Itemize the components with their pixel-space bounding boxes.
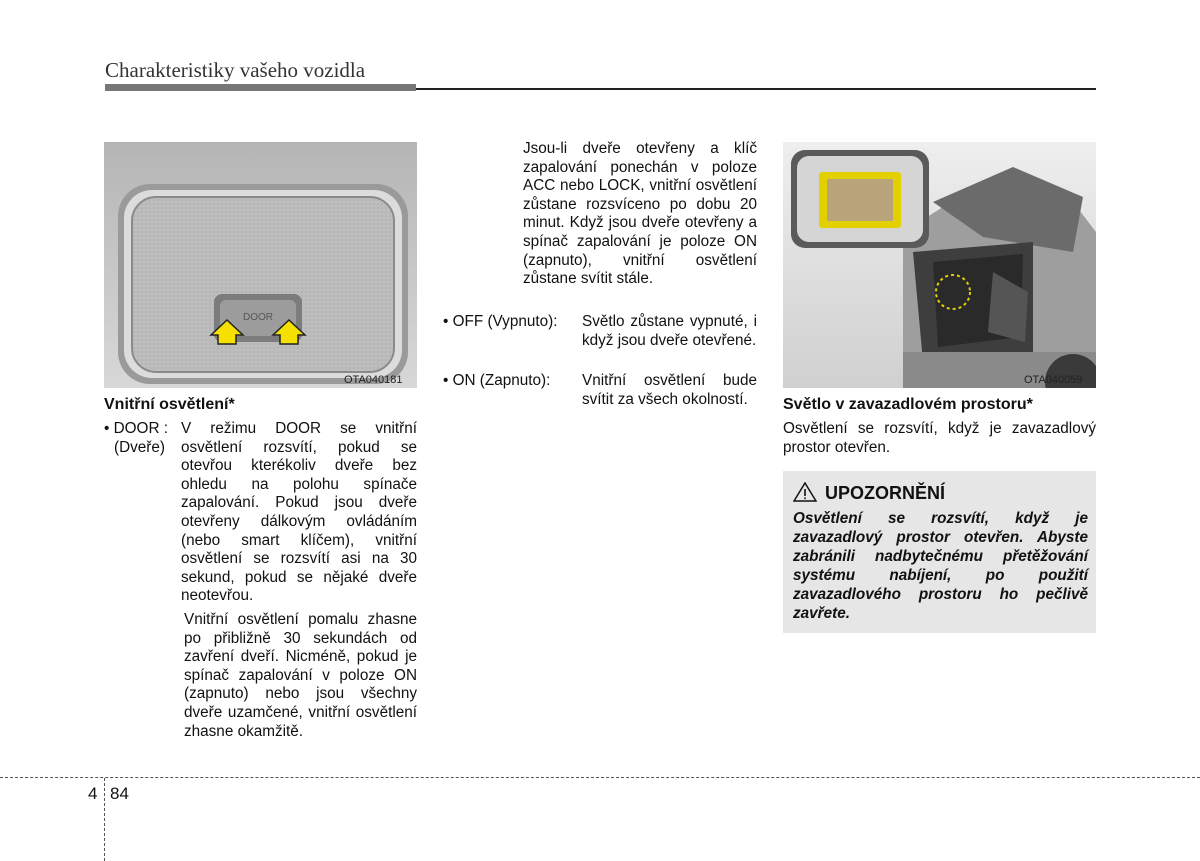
door-mode-text-2: Vnitřní osvětlení pomalu zhasne po přibližně 30 sekundách od zavření dveří. Nicméně, pokud je spínač zapalování v poloze ON (zapnuto) nebo jsou všechny dveře uzamčené, vnitřní osvětlení zhasne okamžitě. xyxy=(184,611,417,740)
warning-title: UPOZORNĚNÍ xyxy=(825,483,946,503)
off-mode-label: • OFF (Vypnuto): xyxy=(443,313,558,330)
page-header-title: Charakteristiky vašeho vozidla xyxy=(105,58,366,82)
door-mode-label: • DOOR : xyxy=(104,420,168,437)
off-mode-text: Světlo zůstane vypnuté, i když jsou dveře otevřené. xyxy=(582,313,757,349)
chapter-number: 4 xyxy=(88,784,98,803)
warning-icon xyxy=(793,482,817,507)
warning-box xyxy=(783,471,1096,633)
warning-text: Osvětlení se rozsvítí, když je zavazadlový prostor otevřen. Abyste zabránili nadbytečnému přetěžování systému nabíjení, po použití zavazadlového prostoru ho pečlivě zavřete. xyxy=(793,510,1088,622)
section-heading-luggage-light: Světlo v zavazadlovém prostoru* xyxy=(783,396,1033,413)
header-rule-thick xyxy=(105,84,416,91)
figure-code-right: OTA040059 xyxy=(1024,374,1083,386)
door-mode-text: V režimu DOOR se vnitřní osvětlení rozsvítí, pokud se otevřou kterékoliv dveře bez ohledu na polohu spínače zapalování. Pokud jsou dveře otevřeny dálkovým ovládáním (nebo smart klíčem), vnitřní osvětlení se rozsvítí asi na 30 sekund, pokud se nějaké dveře neotevřou. xyxy=(181,420,417,605)
footer-dashed-rule xyxy=(0,777,1200,778)
section-heading-interior-light: Vnitřní osvětlení* xyxy=(104,396,235,413)
door-open-key-text: Jsou-li dveře otevřeny a klíč zapalování ponechán v poloze ACC nebo LOCK, vnitřní osvětlení zůstane rozsvíceno po dobu 20 minut. Když jsou dveře otevřeny a spínač zapalování je poloze ON (zapnuto), vnitřní osvětlení zůstane svítit stále. xyxy=(523,140,757,288)
page-number: 84 xyxy=(110,784,129,803)
door-mode-sublabel: (Dveře) xyxy=(114,439,165,456)
dome-lamp-figure xyxy=(104,142,417,388)
header-rule-thin xyxy=(416,88,1096,90)
luggage-lamp-illustration xyxy=(783,142,1096,388)
luggage-lamp-figure xyxy=(783,142,1096,388)
on-mode-text: Vnitřní osvětlení bude svítit za všech okolností. xyxy=(582,372,757,408)
figure-code-left: OTA040181 xyxy=(344,374,403,386)
footer-dashed-vertical xyxy=(104,778,105,861)
lamp-switch-label: DOOR xyxy=(243,312,273,323)
on-mode-label: • ON (Zapnuto): xyxy=(443,372,551,389)
dome-lamp-illustration xyxy=(104,142,417,388)
luggage-light-text: Osvětlení se rozsvítí, když je zavazadlový prostor otevřen. xyxy=(783,420,1096,456)
